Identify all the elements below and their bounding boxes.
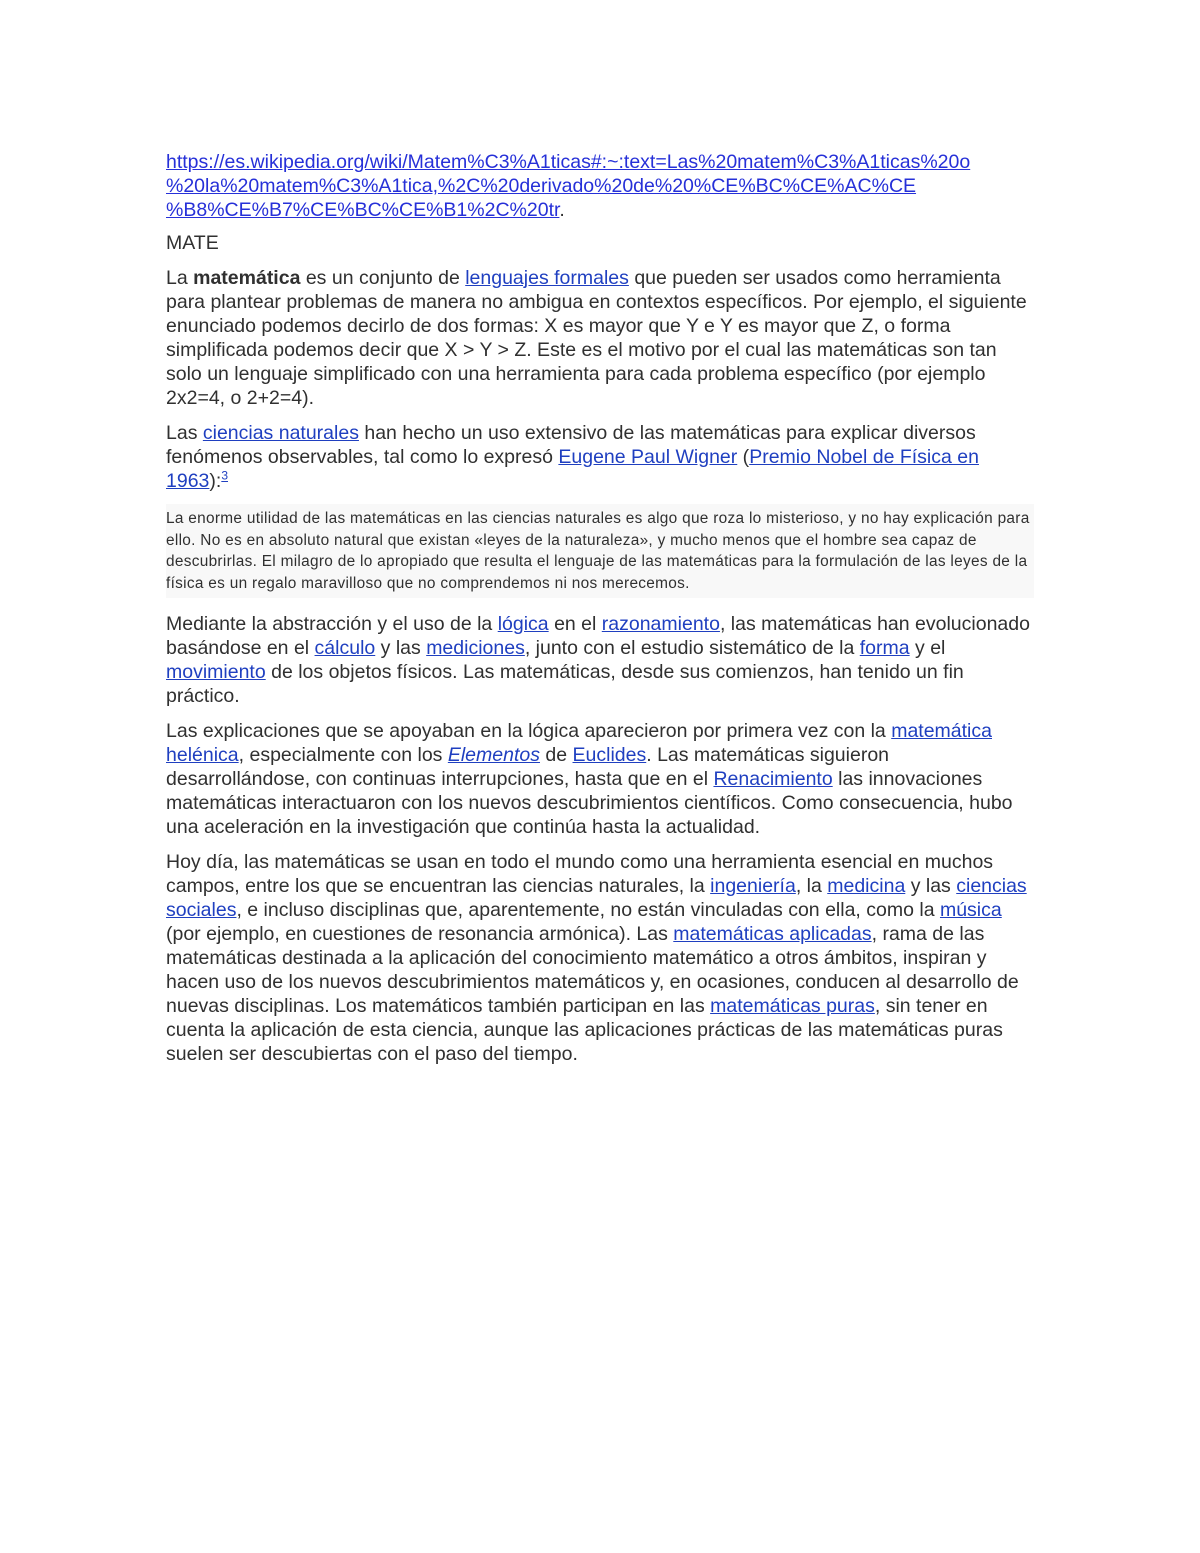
text-run: (por ejemplo, en cuestiones de resonancia armónica). Las <box>166 923 674 946</box>
text-run: Las explicaciones que se apoyaban en la lógica aparecieron por primera vez con la <box>166 720 892 743</box>
link-premio-nobel[interactable]: Premio Nobel de Física en 1963 <box>166 446 979 492</box>
text-run: es un conjunto de <box>300 267 466 289</box>
intro-paragraph <box>166 266 1036 410</box>
link-ingenieria[interactable]: ingeniería <box>710 875 796 898</box>
text-run: , e incluso disciplinas que, aparentemente, no están vinculadas con ella, como la <box>236 899 940 922</box>
source-url-line-2: %20la%20matem%C3%A1tica,%2C%20derivado%20de%20%CE%BC%CE%AC%CE <box>166 175 917 197</box>
text-run: , sin tener en cuenta la aplicación de esta ciencia, aunque las aplicaciones prácticas de las matemáticas puras suelen ser descubiertas con el paso del tiempo. <box>166 995 1003 1066</box>
link-renacimiento[interactable]: Renacimiento <box>713 768 833 791</box>
text-run: Hoy día, las matemáticas se usan en todo el mundo como una herramienta esencial en muchos campos, entre los que se encuentran las ciencias naturales, la <box>166 851 994 898</box>
link-logica[interactable]: lógica <box>497 613 549 636</box>
link-musica[interactable]: música <box>939 899 1002 922</box>
text-run: en el <box>548 613 602 636</box>
document-page <box>166 150 1036 1077</box>
link-razonamiento[interactable]: razonamiento <box>601 613 720 636</box>
link-eugene-paul-wigner[interactable]: Eugene Paul Wigner <box>558 446 738 468</box>
link-euclides[interactable]: Euclides <box>572 744 647 767</box>
text-run: , rama de las matemáticas destinada a la aplicación del conocimiento matemático a otros ámbitos, inspiran y hacen uso de los nuevos descubrimientos matemáticos y, en ocasiones, conducen al desarrollo de nuevas disciplinas. Los matemáticos también participan en las <box>166 923 1019 1018</box>
source-url-line-1: https://es.wikipedia.org/wiki/Matem%C3%A1ticas#:~:text=Las%20matem%C3%A1ticas%20o <box>166 151 971 173</box>
text-run: que pueden ser usados como herramienta para plantear problemas de manera no ambigua en contextos específicos. Por ejemplo, el siguiente enunciado podemos decirlo de dos formas: X es mayor que Y e Y es mayor que Z, o forma simplificada podemos decir que X > Y > Z. Este es el motivo por el cual las matemáticas son tan solo un lenguaje simplificado con una herramienta para cada problema específico (por ejemplo 2x2=4, o 2+2=4). <box>166 267 1027 409</box>
text-run: La <box>166 267 194 289</box>
reference-link[interactable]: 3 <box>221 468 228 483</box>
link-matematicas-aplicadas[interactable]: matemáticas aplicadas <box>673 923 872 946</box>
abstraction-paragraph <box>166 612 1036 708</box>
text-run: y las <box>905 875 957 898</box>
link-elementos[interactable]: Elementos <box>447 744 540 767</box>
source-url-link[interactable] <box>166 151 970 221</box>
modern-use-paragraph <box>166 850 1036 1066</box>
document-heading: MATE <box>166 232 219 254</box>
link-ciencias-sociales[interactable]: ciencias sociales <box>166 875 1027 922</box>
text-run: de los objetos físicos. Las matemáticas, desde sus comienzos, han tenido un fin práctico. <box>166 661 964 708</box>
text-run: de <box>539 744 573 767</box>
link-ciencias-naturales[interactable]: ciencias naturales <box>202 422 359 444</box>
text-run: , especialmente con los <box>238 744 448 767</box>
text-run: y las <box>375 637 427 660</box>
text-run: Las <box>166 422 203 444</box>
text-run: ( <box>737 446 750 468</box>
text-run: , la <box>795 875 828 898</box>
wigner-quote: La enorme utilidad de las matemáticas en las ciencias naturales es algo que roza lo misterioso, y no hay explicación para ello. No es en absoluto natural que existan «leyes de la naturaleza», y mucho menos que el hombre sea capaz de descubrirlas. El milagro de lo apropiado que resulta el lenguaje de las matemáticas para la formulación de las leyes de la física es un regalo maravilloso que no comprendemos ni nos merecemos. <box>166 504 1034 598</box>
link-matematica-helenica[interactable]: matemática helénica <box>166 720 992 767</box>
source-url-period: . <box>559 199 565 221</box>
text-run: las innovaciones matemáticas interactuaron con los nuevos descubrimientos científicos. Como consecuencia, hubo una aceleración en la investigación que continúa hasta la actualidad. <box>166 768 1013 839</box>
link-movimiento[interactable]: movimiento <box>166 661 266 684</box>
link-matematicas-puras[interactable]: matemáticas puras <box>710 995 875 1018</box>
bold-term: matemática <box>193 267 301 289</box>
natural-sciences-paragraph <box>166 421 1036 493</box>
link-lenguajes-formales[interactable]: lenguajes formales <box>465 267 629 289</box>
source-url-line-3: %B8%CE%B7%CE%BC%CE%B1%2C%20tr <box>166 199 560 221</box>
text-run: ): <box>209 470 222 492</box>
text-run: . Las matemáticas siguieron desarrollándose, con continuas interrupciones, hasta que en el <box>166 744 890 791</box>
history-paragraph <box>166 719 1036 839</box>
text-run: y el <box>909 637 946 660</box>
text-run: , las matemáticas han evolucionado basándose en el <box>166 613 1030 660</box>
link-forma[interactable]: forma <box>859 637 910 660</box>
text-run: Mediante la abstracción y el uso de la <box>166 613 498 636</box>
source-url-paragraph <box>166 150 1036 222</box>
link-medicina[interactable]: medicina <box>827 875 906 898</box>
text-run: han hecho un uso extensivo de las matemáticas para explicar diversos fenómenos observables, tal como lo expresó <box>166 422 976 468</box>
link-calculo[interactable]: cálculo <box>314 637 376 660</box>
link-mediciones[interactable]: mediciones <box>426 637 525 660</box>
text-run: , junto con el estudio sistemático de la <box>524 637 860 660</box>
